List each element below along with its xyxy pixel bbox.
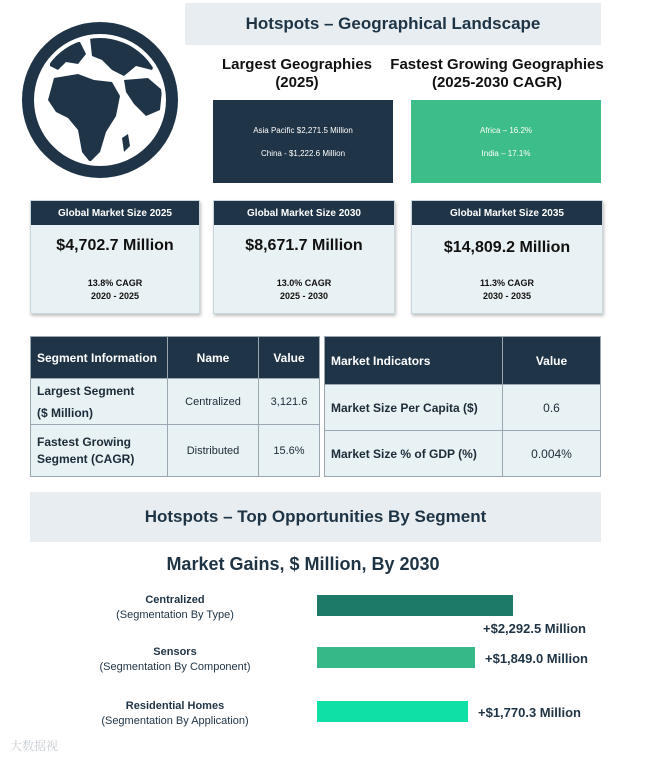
bar-category-name: Residential Homes xyxy=(125,700,225,712)
bar xyxy=(317,647,475,668)
segment-label-cell xyxy=(31,425,168,477)
segment-value: 15.6% xyxy=(259,425,320,477)
table-row xyxy=(31,379,320,425)
card-period: 2025 - 2030 xyxy=(279,291,329,301)
table-row xyxy=(31,425,320,477)
card-value: $8,671.7 Million xyxy=(245,237,363,254)
market-indicator-label: Market Size Per Capita ($) xyxy=(325,385,503,431)
segment-table xyxy=(30,336,320,477)
segment-header-info: Segment Information xyxy=(31,337,168,379)
market-header-indicators: Market Indicators xyxy=(325,337,503,385)
largest-geo-item: Asia Pacific $2,271.5 Million xyxy=(253,125,353,135)
largest-geographies-box xyxy=(213,100,393,183)
market-card-2025 xyxy=(30,200,200,314)
segment-value: 3,121.6 xyxy=(259,379,320,425)
bar-category-note: (Segmentation By Component) xyxy=(99,661,251,673)
card-period: 2030 - 2035 xyxy=(482,291,532,301)
market-indicator-value: 0.6 xyxy=(503,385,601,431)
market-indicator-value: 0.004% xyxy=(503,431,601,477)
bar-category-label xyxy=(60,699,290,729)
largest-geographies-title: Largest Geographies (2025) xyxy=(221,56,373,91)
card-header: Global Market Size 2025 xyxy=(31,201,199,225)
segment-header-value: Value xyxy=(259,337,320,379)
bar-category-label xyxy=(60,593,290,623)
card-header: Global Market Size 2030 xyxy=(214,201,394,225)
card-value: $4,702.7 Million xyxy=(56,237,174,254)
segment-label-unit: Segment (CAGR) xyxy=(37,451,135,466)
segment-label: Fastest Growing xyxy=(37,434,132,449)
segment-label-unit: ($ Million) xyxy=(37,405,93,420)
chart-title: Market Gains, $ Million, By 2030 xyxy=(166,554,440,574)
table-row xyxy=(325,385,601,431)
bar-category-label xyxy=(60,645,290,675)
market-card-2030 xyxy=(213,200,395,314)
card-period: 2020 - 2025 xyxy=(90,291,140,301)
fastest-geo-item: Africa – 16.2% xyxy=(479,125,533,135)
card-cagr: 13.8% CAGR xyxy=(87,278,143,288)
market-indicator-label: Market Size % of GDP (%) xyxy=(325,431,503,477)
segment-header-name: Name xyxy=(168,337,259,379)
market-card-2035 xyxy=(411,200,603,314)
opportunities-title: Hotspots – Top Opportunities By Segment xyxy=(144,507,487,526)
globe-icon xyxy=(20,20,180,180)
geo-banner xyxy=(185,3,601,45)
opportunities-banner xyxy=(30,492,601,542)
market-header-value: Value xyxy=(503,337,601,385)
market-indicators-table xyxy=(324,336,601,477)
fastest-geographies-title: Fastest Growing Geographies (2025-2030 CAGR) xyxy=(390,56,604,91)
bar-category-note: (Segmentation By Type) xyxy=(116,609,234,621)
card-cagr: 13.0% CAGR xyxy=(276,278,332,288)
bar-category-note: (Segmentation By Application) xyxy=(101,715,249,727)
table-row xyxy=(325,431,601,477)
fastest-geo-item: India – 17.1% xyxy=(481,148,531,158)
bar-value-label: +$1,849.0 Million xyxy=(485,651,588,666)
fastest-geographies-box xyxy=(411,100,601,183)
bar-category-name: Centralized xyxy=(145,594,205,606)
segment-label: Largest Segment xyxy=(37,383,135,398)
card-header: Global Market Size 2035 xyxy=(412,201,602,225)
bar-value-label: +$1,770.3 Million xyxy=(478,705,581,720)
segment-name: Centralized xyxy=(168,379,259,425)
segment-label-cell xyxy=(31,379,168,425)
segment-name: Distributed xyxy=(168,425,259,477)
bar-value-label: +$2,292.5 Million xyxy=(483,621,586,636)
bar-category-name: Sensors xyxy=(153,646,197,658)
watermark: 大数据视 xyxy=(10,739,59,753)
bar xyxy=(317,595,513,616)
card-cagr: 11.3% CAGR xyxy=(479,278,535,288)
card-value: $14,809.2 Million xyxy=(443,239,571,256)
bar xyxy=(317,701,468,722)
market-gains-chart xyxy=(0,585,646,745)
geo-banner-title: Hotspots – Geographical Landscape xyxy=(245,14,541,33)
largest-geo-item: China - $1,222.6 Million xyxy=(260,148,346,158)
